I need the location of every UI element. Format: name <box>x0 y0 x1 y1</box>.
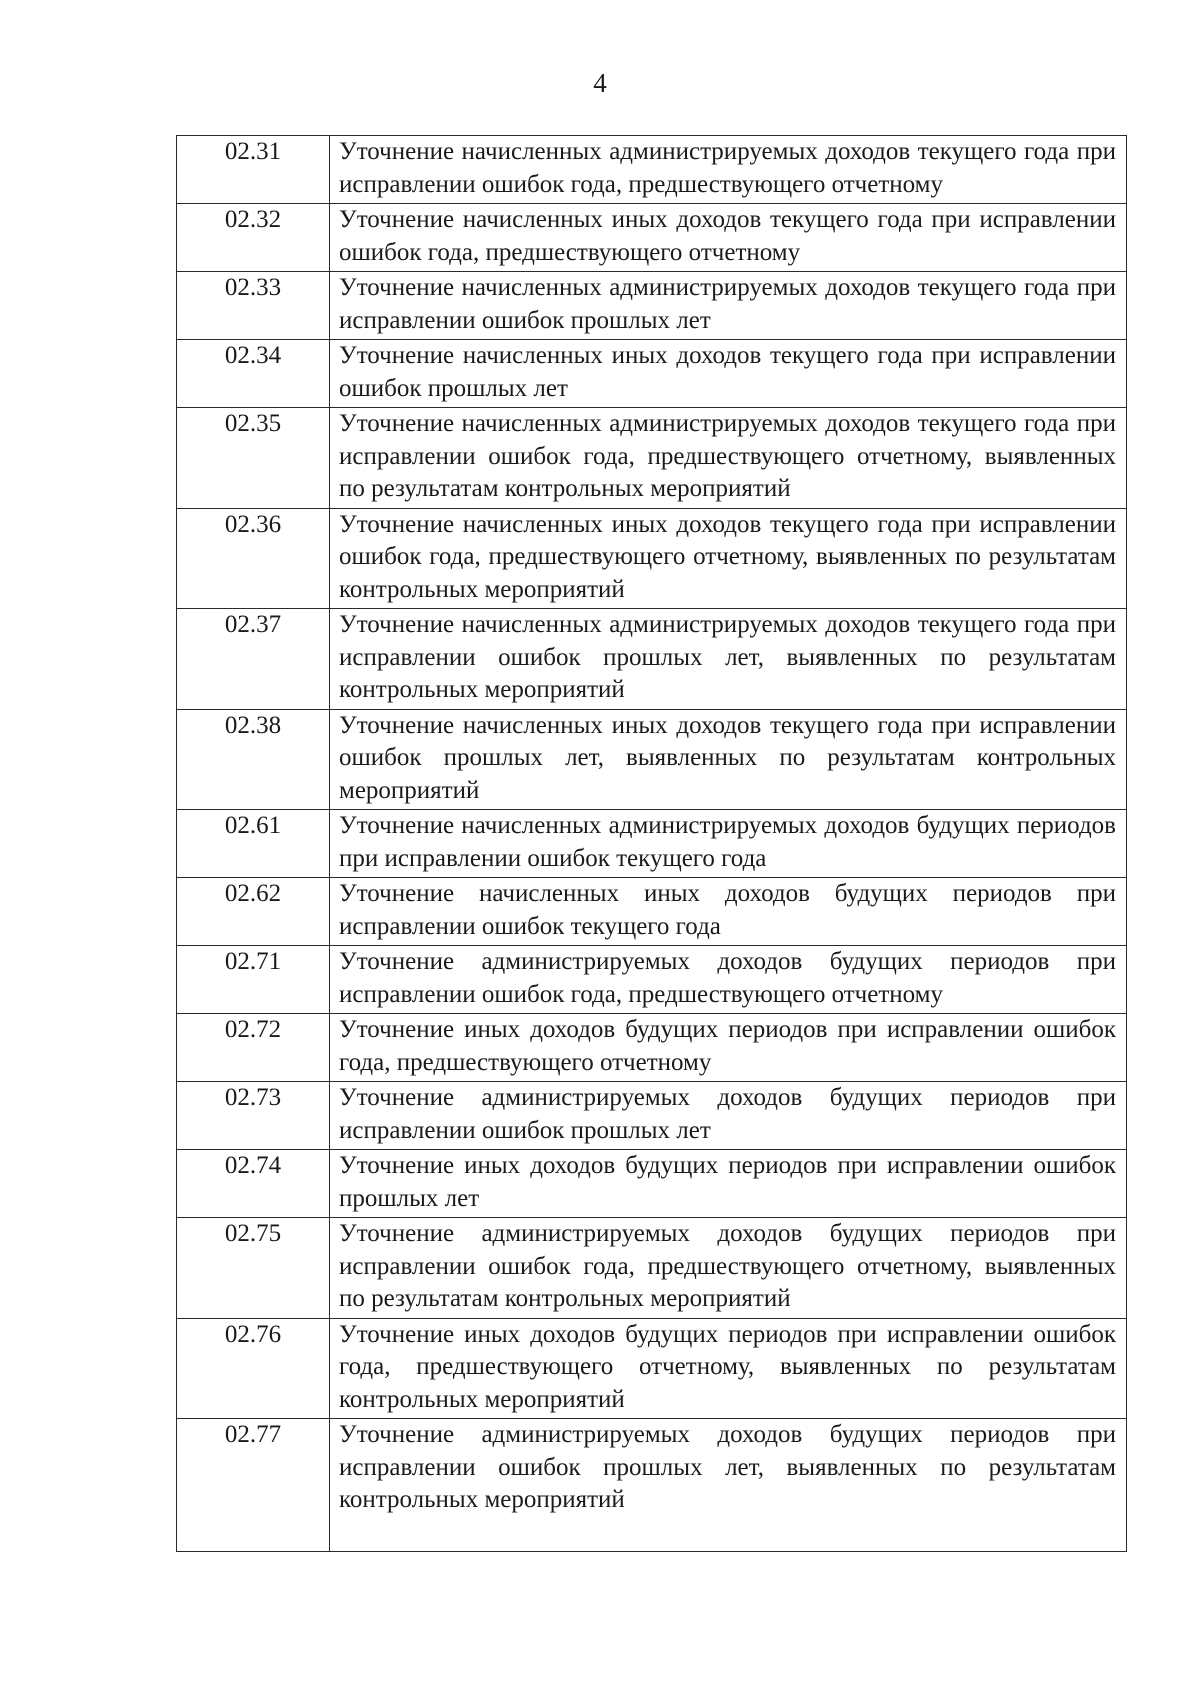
description-cell: Уточнение иных доходов будущих периодов при исправлении ошибок года, предшествующего отчетному, выявленных по результатам контрольных мероприятий <box>330 1318 1127 1419</box>
description-cell: Уточнение начисленных администрируемых доходов будущих периодов при исправлении ошибок текущего года <box>330 810 1127 878</box>
code-cell: 02.61 <box>177 810 330 878</box>
code-cell: 02.33 <box>177 272 330 340</box>
codes-table <box>176 135 1127 1552</box>
table-row <box>177 709 1127 810</box>
table-row <box>177 878 1127 946</box>
description-cell: Уточнение начисленных администрируемых доходов текущего года при исправлении ошибок года, предшествующего отчетному, выявленных по результатам контрольных мероприятий <box>330 408 1127 509</box>
description-cell: Уточнение администрируемых доходов будущих периодов при исправлении ошибок прошлых лет, выявленных по результатам контрольных мероприятий <box>330 1419 1127 1552</box>
table-row <box>177 1218 1127 1319</box>
code-cell: 02.62 <box>177 878 330 946</box>
code-cell: 02.36 <box>177 508 330 609</box>
description-cell: Уточнение администрируемых доходов будущих периодов при исправлении ошибок прошлых лет <box>330 1082 1127 1150</box>
description-cell: Уточнение администрируемых доходов будущих периодов при исправлении ошибок года, предшествующего отчетному, выявленных по результатам контрольных мероприятий <box>330 1218 1127 1319</box>
code-cell: 02.77 <box>177 1419 330 1552</box>
table-row <box>177 810 1127 878</box>
code-cell: 02.37 <box>177 609 330 710</box>
description-cell: Уточнение начисленных администрируемых доходов текущего года при исправлении ошибок года, предшествующего отчетному <box>330 136 1127 204</box>
page-number: 4 <box>593 68 607 98</box>
table-row <box>177 1082 1127 1150</box>
code-cell: 02.71 <box>177 946 330 1014</box>
code-cell: 02.32 <box>177 204 330 272</box>
code-cell: 02.76 <box>177 1318 330 1419</box>
description-cell: Уточнение начисленных администрируемых доходов текущего года при исправлении ошибок прошлых лет, выявленных по результатам контрольных мероприятий <box>330 609 1127 710</box>
description-cell: Уточнение начисленных администрируемых доходов текущего года при исправлении ошибок прошлых лет <box>330 272 1127 340</box>
table-row <box>177 204 1127 272</box>
table-row <box>177 340 1127 408</box>
code-cell: 02.38 <box>177 709 330 810</box>
table-row <box>177 1014 1127 1082</box>
table-row <box>177 1150 1127 1218</box>
table-row <box>177 272 1127 340</box>
table-row <box>177 508 1127 609</box>
code-cell: 02.74 <box>177 1150 330 1218</box>
table-row <box>177 609 1127 710</box>
description-cell: Уточнение начисленных иных доходов будущих периодов при исправлении ошибок текущего года <box>330 878 1127 946</box>
description-cell: Уточнение начисленных иных доходов текущего года при исправлении ошибок прошлых лет <box>330 340 1127 408</box>
description-cell: Уточнение начисленных иных доходов текущего года при исправлении ошибок года, предшествующего отчетному <box>330 204 1127 272</box>
code-cell: 02.34 <box>177 340 330 408</box>
code-cell: 02.31 <box>177 136 330 204</box>
table-row <box>177 408 1127 509</box>
description-cell: Уточнение иных доходов будущих периодов при исправлении ошибок года, предшествующего отчетному <box>330 1014 1127 1082</box>
code-cell: 02.73 <box>177 1082 330 1150</box>
description-cell: Уточнение администрируемых доходов будущих периодов при исправлении ошибок года, предшествующего отчетному <box>330 946 1127 1014</box>
description-cell: Уточнение начисленных иных доходов текущего года при исправлении ошибок прошлых лет, выявленных по результатам контрольных мероприятий <box>330 709 1127 810</box>
description-cell: Уточнение иных доходов будущих периодов при исправлении ошибок прошлых лет <box>330 1150 1127 1218</box>
table-row <box>177 1419 1127 1552</box>
code-cell: 02.35 <box>177 408 330 509</box>
table-row <box>177 136 1127 204</box>
code-cell: 02.75 <box>177 1218 330 1319</box>
table-row <box>177 1318 1127 1419</box>
code-cell: 02.72 <box>177 1014 330 1082</box>
description-cell: Уточнение начисленных иных доходов текущего года при исправлении ошибок года, предшествующего отчетному, выявленных по результатам контрольных мероприятий <box>330 508 1127 609</box>
table-row <box>177 946 1127 1014</box>
